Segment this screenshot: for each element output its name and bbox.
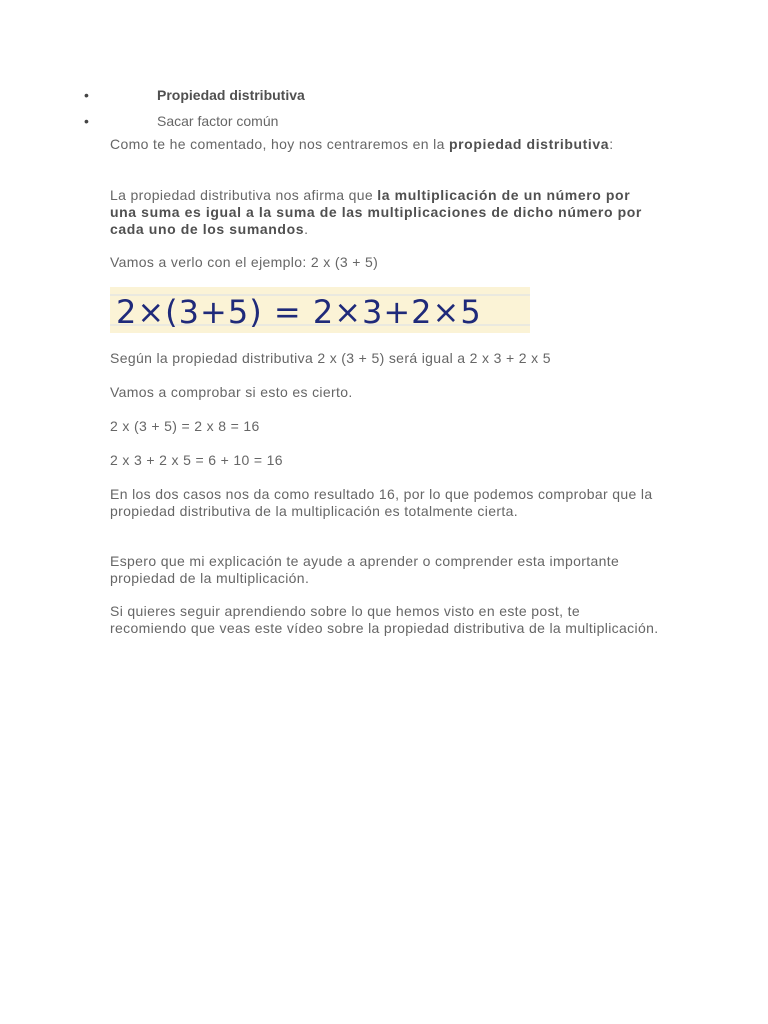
intro-bold-text: propiedad distributiva <box>448 136 610 152</box>
calculation-2-paragraph: 2 x 3 + 2 x 5 = 6 + 10 = 16 <box>110 452 283 468</box>
list-item <box>0 86 768 112</box>
calculation-1-paragraph: 2 x (3 + 5) = 2 x 8 = 16 <box>110 418 260 434</box>
list-item-label: Sacar factor común <box>157 113 279 129</box>
definition-bold-text: la multiplicación de un número por una suma es igual a la suma de las multiplicaciones de dicho número por cada uno de los sumandos <box>110 187 642 237</box>
segun-paragraph: Según la propiedad distributiva 2 x (3 + 5) será igual a 2 x 3 + 2 x 5 <box>110 350 551 366</box>
bullet-icon: • <box>84 113 89 129</box>
list-item-label: Propiedad distributiva <box>157 87 305 103</box>
definition-suffix: . <box>304 221 309 237</box>
definition-paragraph <box>110 187 660 238</box>
intro-paragraph <box>110 136 613 153</box>
example-intro-paragraph: Vamos a verlo con el ejemplo: 2 x (3 + 5) <box>110 254 379 270</box>
formula-text: 2×(3+5) = 2×3+2×5 <box>116 293 482 331</box>
espero-paragraph: Espero que mi explicación te ayude a aprender o comprender esta importante propiedad de la multiplicación. <box>110 553 620 586</box>
definition-text: La propiedad distributiva nos afirma que <box>110 187 378 203</box>
bullet-list <box>0 86 768 138</box>
intro-suffix: : <box>609 136 614 152</box>
video-recommendation-paragraph: Si quieres seguir aprendiendo sobre lo que hemos visto en este post, te recomiendo que veas este vídeo sobre la propiedad distributiva de la multiplicación. <box>110 603 659 636</box>
comprobar-paragraph: Vamos a comprobar si esto es cierto. <box>110 384 353 400</box>
intro-text: Como te he comentado, hoy nos centraremos en la <box>110 136 449 152</box>
conclusion-paragraph: En los dos casos nos da como resultado 16, por lo que podemos comprobar que la propiedad distributiva de la multiplicación es totalmente cierta. <box>110 486 653 519</box>
bullet-icon: • <box>84 87 89 103</box>
list-item <box>0 112 768 138</box>
formula-image <box>110 287 530 333</box>
